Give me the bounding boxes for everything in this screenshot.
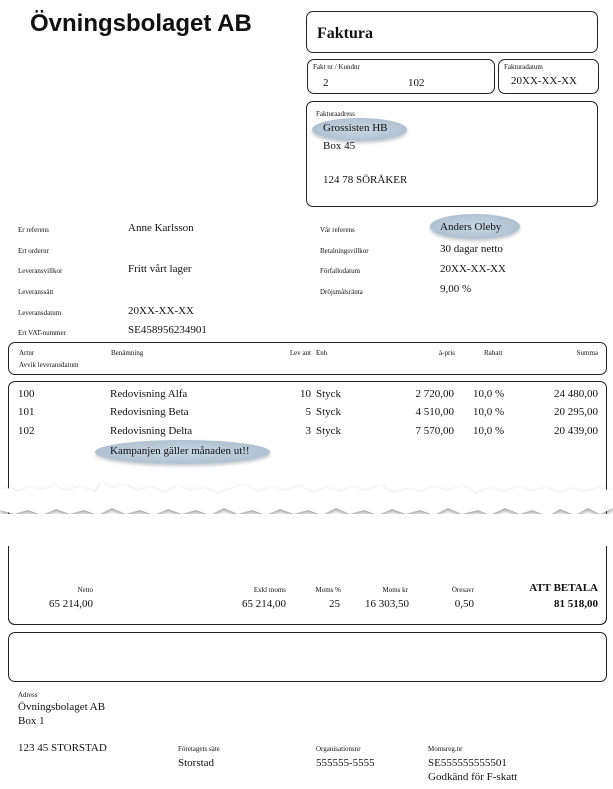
footer-adress-box: Box 1 bbox=[18, 715, 45, 727]
footer-adress-label: Adress bbox=[18, 691, 38, 699]
company-name: Övningsbolaget AB bbox=[30, 10, 252, 37]
message-box bbox=[8, 632, 607, 682]
totals-att-betala-label: ATT BETALA bbox=[529, 582, 598, 594]
row-rabatt: 10,0 % bbox=[473, 406, 505, 418]
row-apris: 2 720,00 bbox=[415, 388, 454, 400]
totals-netto: 65 214,00 bbox=[49, 598, 93, 610]
row-levant: 5 bbox=[305, 406, 311, 418]
invoice-date: 20XX-XX-XX bbox=[511, 75, 577, 87]
footer-momsreg: SE555555555501 bbox=[428, 757, 507, 769]
row-rabatt: 10,0 % bbox=[473, 425, 505, 437]
totals-oresavr-label: Öresavr bbox=[451, 586, 474, 594]
row-levant: 3 bbox=[305, 425, 311, 437]
totals-momsp: 25 bbox=[329, 598, 340, 610]
row-apris: 4 510,00 bbox=[415, 406, 454, 418]
col-header-rabatt: Rabatt bbox=[484, 349, 503, 357]
detail-value-er-referens: Anne Karlsson bbox=[128, 222, 194, 234]
invoice-title-box bbox=[306, 11, 598, 53]
totals-momskr: 16 303,50 bbox=[365, 598, 409, 610]
invoice-number-label: Fakt nr / Kundnr bbox=[313, 63, 360, 71]
invoice-date-label: Fakturadatum bbox=[504, 63, 543, 71]
detail-label-drojsmalsranta: Dröjsmålsränta bbox=[320, 288, 363, 296]
row-artnr: 100 bbox=[18, 388, 35, 400]
billing-address-label: Fakturaadress bbox=[316, 110, 355, 118]
totals-exkl: 65 214,00 bbox=[242, 598, 286, 610]
billing-line1: Box 45 bbox=[323, 140, 356, 152]
detail-label-var-referens: Vår referens bbox=[320, 226, 355, 234]
col-header-avvik: Avvik leveransdatum bbox=[19, 361, 79, 369]
invoice-title: Faktura bbox=[317, 25, 373, 42]
invoice-number-box bbox=[307, 59, 495, 94]
customer-number: 102 bbox=[408, 77, 425, 89]
row-benamning: Redovisning Delta bbox=[110, 425, 193, 437]
row-artnr: 101 bbox=[18, 406, 35, 418]
row-summa: 24 480,00 bbox=[554, 388, 598, 400]
row-enh: Styck bbox=[316, 388, 342, 400]
col-header-benamning: Benämning bbox=[111, 349, 144, 357]
col-header-apris: à-pris bbox=[439, 349, 455, 357]
row-benamning: Redovisning Beta bbox=[110, 406, 189, 418]
footer-orgnr: 555555-5555 bbox=[316, 757, 375, 769]
detail-label-er-referens: Er referens bbox=[18, 226, 49, 234]
invoice-date-box bbox=[498, 59, 599, 94]
row-artnr: 102 bbox=[18, 425, 35, 437]
row-summa: 20 439,00 bbox=[554, 425, 598, 437]
col-header-artnr: Artnr bbox=[19, 349, 35, 357]
detail-value-var-referens: Anders Oleby bbox=[440, 221, 502, 233]
campaign-note: Kampanjen gäller månaden ut!! bbox=[110, 445, 250, 457]
table-header bbox=[8, 342, 607, 375]
row-rabatt: 10,0 % bbox=[473, 388, 505, 400]
totals-momskr-label: Moms kr bbox=[382, 586, 408, 594]
detail-label-ert-ordernr: Ert ordernr bbox=[18, 247, 49, 255]
footer-orgnr-label: Organisationsnr bbox=[316, 745, 361, 753]
detail-value-vat: SE458956234901 bbox=[128, 324, 207, 336]
detail-label-leveransdatum: Leveransdatum bbox=[18, 309, 62, 317]
detail-label-leveranssatt: Leveranssätt bbox=[18, 288, 54, 296]
detail-label-leveransvillkor: Leveransvillkor bbox=[18, 267, 63, 275]
footer-adress-name: Övningsbolaget AB bbox=[18, 701, 106, 713]
col-header-levant: Lev ant bbox=[289, 349, 311, 357]
billing-address-box bbox=[306, 101, 598, 207]
detail-label-forfallodatum: Förfallodatum bbox=[320, 267, 361, 275]
footer-sate-label: Företagets säte bbox=[178, 745, 220, 753]
col-header-enh: Enh bbox=[316, 349, 328, 357]
row-apris: 7 570,00 bbox=[415, 425, 454, 437]
detail-value-drojsmalsranta: 9,00 % bbox=[440, 283, 472, 295]
totals-momsp-label: Moms % bbox=[315, 586, 341, 594]
footer-adress-city: 123 45 STORSTAD bbox=[18, 742, 107, 754]
detail-value-leveransdatum: 20XX-XX-XX bbox=[128, 305, 194, 317]
detail-value-forfallodatum: 20XX-XX-XX bbox=[440, 263, 506, 275]
detail-value-leveransvillkor: Fritt vårt lager bbox=[128, 263, 192, 275]
footer-sate: Storstad bbox=[178, 757, 215, 769]
detail-label-vat: Ert VAT-nummer bbox=[18, 329, 66, 337]
billing-line2: 124 78 SÖRÅKER bbox=[323, 174, 408, 186]
detail-value-betalningsvillkor: 30 dagar netto bbox=[440, 243, 503, 255]
torn-edge bbox=[0, 478, 613, 548]
totals-exkl-label: Exkl moms bbox=[253, 586, 286, 594]
footer-momsreg-label: Momsreg.nr bbox=[428, 745, 463, 753]
totals-att-betala: 81 518,00 bbox=[554, 598, 598, 610]
footer-fskatt: Godkänd för F-skatt bbox=[428, 771, 518, 783]
row-enh: Styck bbox=[316, 406, 342, 418]
invoice-number: 2 bbox=[323, 77, 329, 89]
billing-name: Grossisten HB bbox=[323, 122, 388, 134]
totals-netto-label: Netto bbox=[77, 586, 93, 594]
row-enh: Styck bbox=[316, 425, 342, 437]
detail-label-betalningsvillkor: Betalningsvillkor bbox=[320, 247, 369, 255]
totals-oresavr: 0,50 bbox=[454, 598, 474, 610]
col-header-summa: Summa bbox=[576, 349, 598, 357]
row-benamning: Redovisning Alfa bbox=[110, 388, 188, 400]
row-summa: 20 295,00 bbox=[554, 406, 598, 418]
row-levant: 10 bbox=[300, 388, 311, 400]
